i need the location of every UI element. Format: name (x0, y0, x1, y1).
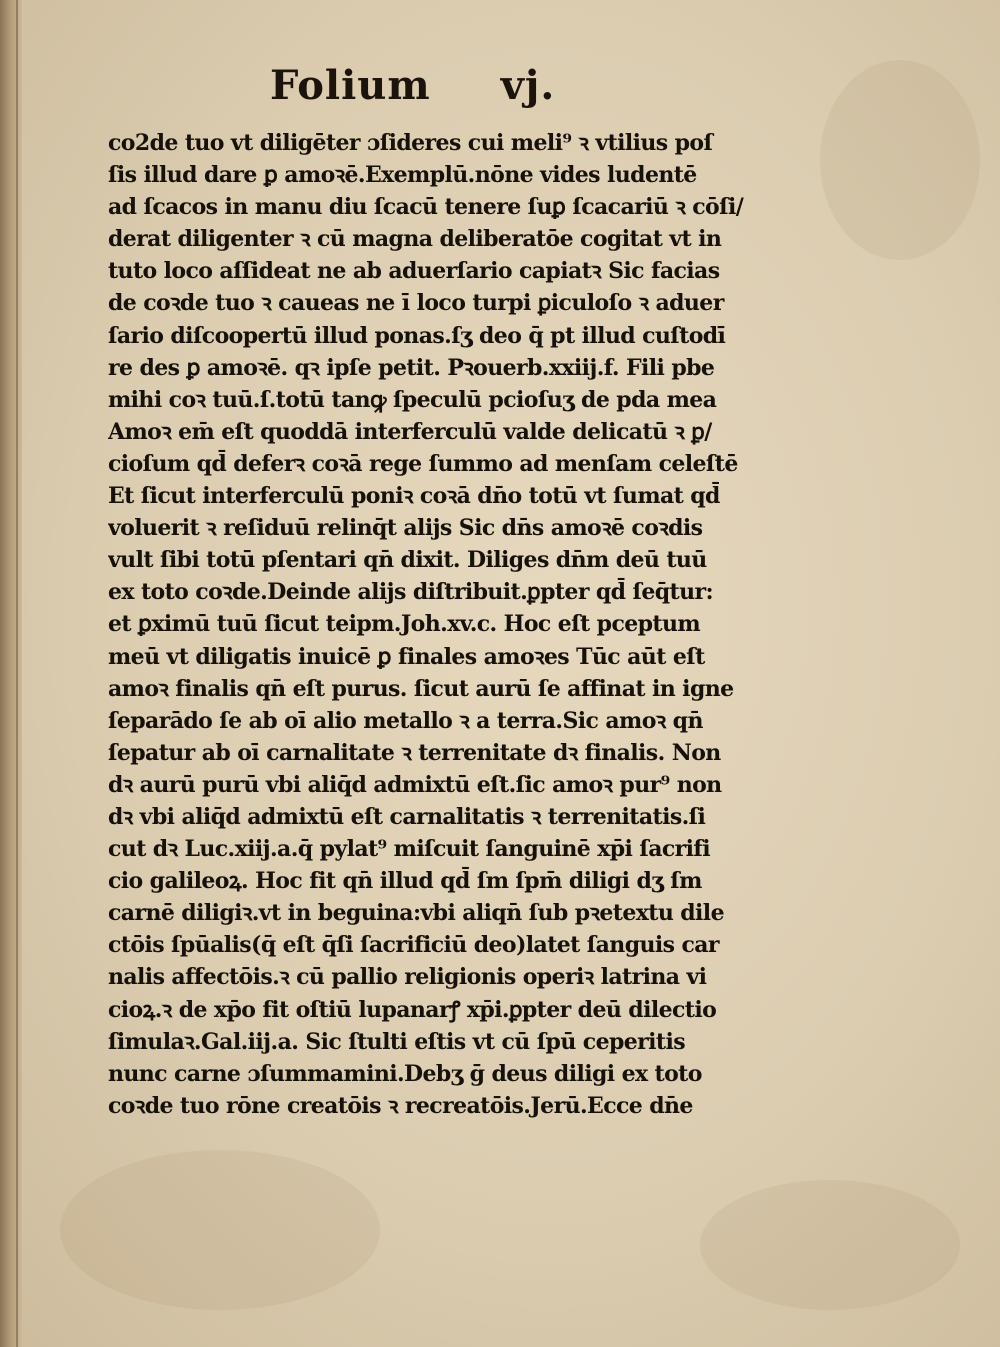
text-line: voluerit ꝛ reſiduū relinq̄t alijs Sic dn̄s amoꝛē coꝛdis (108, 515, 703, 542)
text-line: de coꝛde tuo ꝛ caueas ne ī loco turpi ꝑiculoſo ꝛ aduer (108, 290, 724, 317)
text-line: Amoꝛ em̄ eſt quoddā interferculū valde delicatū ꝛ ꝑ/ (108, 418, 712, 445)
text-line: Et ſicut interferculū poniꝛ coꝛā dn̄o totū vt ſumat qd̄ (108, 483, 720, 510)
running-head (270, 62, 555, 109)
text-line: cio galileoꝝ. Hoc fit qn̄ illud qd̄ ſm ſpm̄ diligi dʒ ſm (108, 868, 702, 895)
text-line: re des ꝑ amoꝛē. qꝛ ipſe petit. Pꝛouerb.xxiij.f. Fili pbe (108, 354, 715, 381)
paper-stain (60, 1150, 380, 1310)
text-line: derat diligenter ꝛ cū magna deliberatōe cogitat vt in (108, 226, 722, 253)
text-line: ſepatur ab oī carnalitate ꝛ terrenitate dꝛ finalis. Non (108, 739, 721, 766)
gutter-line (16, 0, 18, 1347)
text-line: ſeparādo ſe ab oī alio metallo ꝛ a terra.Sic amoꝛ qn̄ (108, 707, 703, 734)
text-line: coꝛde tuo rōne creatōis ꝛ recreatōis.Jerū.Ecce dn̄e (108, 1092, 693, 1119)
text-line: ſario diſcoopertū illud ponas.ſʒ deo q̄ pt illud cuſtodī (108, 322, 726, 349)
text-line: meū vt diligatis inuicē ꝑ finales amoꝛes Tūc aūt eſt (108, 643, 705, 670)
paper-stain (820, 60, 980, 260)
text-line: co2de tuo vt diligēter ɔſideres cui meli⁹ ꝛ vtilius poſ (108, 130, 713, 156)
text-line: nalis affectōis.ꝛ cū pallio religionis operiꝛ latrina vi (108, 964, 707, 991)
text-line: ad ſcacos in manu diu ſcacū tenere ſuꝑ ſcacariū ꝛ cōſi/ (108, 194, 744, 221)
text-line: amoꝛ finalis qn̄ eſt purus. ſicut aurū ſe affinat in igne (108, 675, 734, 702)
text-line: carnē diligiꝛ.vt in beguina:vbi aliqn̄ ſub pꝛetextu dile (108, 900, 724, 927)
paper-stain (700, 1180, 960, 1310)
text-line: ex toto coꝛde.Deinde alijs diſtribuit.ꝑpter qd̄ ſeq̄tur: (108, 579, 714, 606)
text-line: cioſum qd̄ deferꝛ coꝛā rege ſummo ad menſam celeſtē (108, 450, 738, 477)
text-line: ſis illud dare ꝑ amoꝛē.Exemplū.nōne vides ludentē (108, 162, 697, 189)
text-line: ſimulaꝛ.Gal.iij.a. Sic ſtulti eſtis vt cū ſpū ceperitis (108, 1028, 686, 1055)
folio-label: Folium (270, 62, 431, 109)
text-line: cut dꝛ Luc.xiij.a.q̄ pylat⁹ miſcuit ſanguinē xp̄i ſacrifi (108, 836, 711, 863)
text-line: mihi coꝛ tuū.ſ.totū tanꝙ ſpeculū pcioſuʒ de pda mea (108, 386, 717, 413)
text-block (108, 127, 780, 1122)
text-line: ctōis ſpūalis(q̄ eſt q̄ſi ſacrificiū deo)latet ſanguis car (108, 932, 719, 959)
text-line: tuto loco aſſideat ne ab aduerſario capiatꝛ Sic facias (108, 258, 720, 285)
text-line: cioꝝ.ꝛ de xp̄o fit oſtiū lupanarꝭ xp̄i.ꝑpter deū dilectio (108, 996, 717, 1023)
book-spine-shadow (0, 0, 22, 1347)
folio-number: vj. (500, 62, 556, 109)
text-line: dꝛ aurū purū vbi aliq̄d admixtū eſt.ſic amoꝛ pur⁹ non (108, 771, 722, 798)
text-line: vult ſibi totū pſentari qn̄ dixit. Diliges dn̄m deū tuū (108, 547, 707, 574)
text-line: et ꝑximū tuū ſicut teipm.Joh.xv.c. Hoc eſt pceptum (108, 611, 701, 638)
text-line: nunc carne ɔſummamini.Debʒ ḡ deus diligi ex toto (108, 1060, 702, 1087)
text-line: dꝛ vbi aliq̄d admixtū eſt carnalitatis ꝛ terrenitatis.ſi (108, 803, 706, 830)
